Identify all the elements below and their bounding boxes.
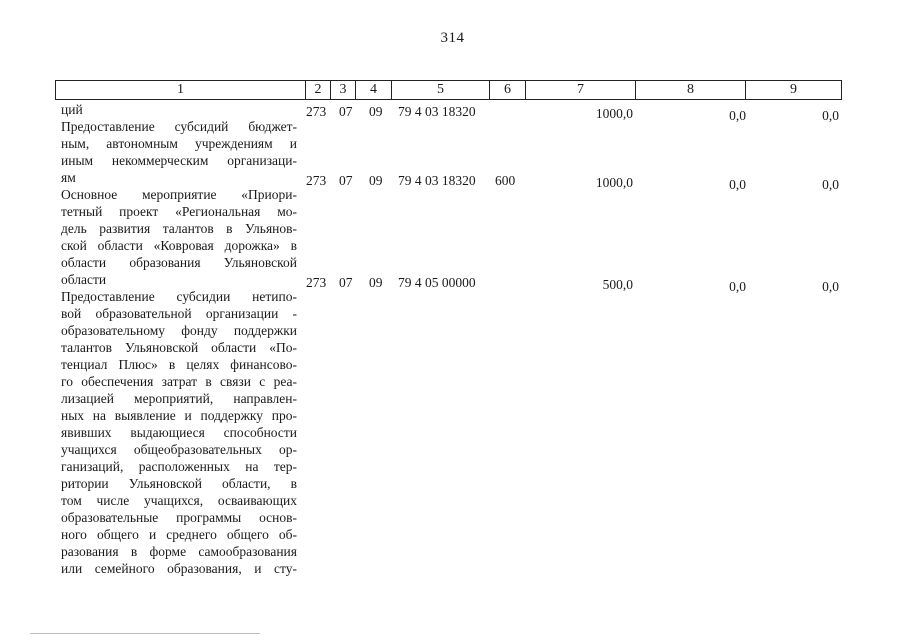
description-line: или семейного образования, и сту- xyxy=(61,561,297,576)
row-3-col-7: 500,0 xyxy=(602,277,633,292)
row-1-description xyxy=(61,101,297,186)
description-line: том числе учащихся, осваивающих xyxy=(61,493,297,508)
row-3-col-5: 79 4 05 00000 xyxy=(398,275,476,290)
description-line: области xyxy=(61,272,107,287)
description-line: го обеспечения затрат в связи с реа- xyxy=(61,374,297,389)
row-3-col-8: 0,0 xyxy=(729,279,746,294)
row-2-col-6: 600 xyxy=(495,173,516,188)
description-line: образовательные программы основ- xyxy=(61,510,297,525)
row-2-col-9: 0,0 xyxy=(822,177,839,192)
description-line: разования в форме самообразования xyxy=(61,544,297,559)
description-line: дель развития талантов в Ульянов- xyxy=(61,221,297,236)
row-1-col-5: 79 4 03 18320 xyxy=(398,104,476,119)
row-1-col-8: 0,0 xyxy=(729,108,746,123)
row-3-col-3: 07 xyxy=(339,275,353,290)
description-line: Предоставление субсидий бюджет- xyxy=(61,119,297,134)
row-1-col-3: 07 xyxy=(339,104,353,119)
description-line: ного общего и среднего общего об- xyxy=(61,527,297,542)
description-line: Основное мероприятие «Приори- xyxy=(61,187,297,202)
row-2-col-4: 09 xyxy=(369,173,383,188)
table-header xyxy=(55,80,842,100)
row-2-col-3: 07 xyxy=(339,173,353,188)
description-line: лизацией мероприятий, направлен- xyxy=(61,391,297,406)
row-3-col-2: 273 xyxy=(306,275,327,290)
row-3-col-9: 0,0 xyxy=(822,279,839,294)
description-line: тетный проект «Региональная мо- xyxy=(61,204,297,219)
description-line: талантов Ульяновской области «По- xyxy=(61,340,297,355)
row-1-col-2: 273 xyxy=(306,104,327,119)
description-line: Предоставление субсидии нетипо- xyxy=(61,289,297,304)
column-header-7: 7 xyxy=(526,81,636,99)
description-line: области образования Ульяновской xyxy=(61,255,297,270)
description-line: тенциал Плюс» в целях финансово- xyxy=(61,357,297,372)
column-header-6: 6 xyxy=(490,81,526,99)
row-3-col-4: 09 xyxy=(369,275,383,290)
column-header-1: 1 xyxy=(56,81,306,99)
row-1-col-9: 0,0 xyxy=(822,108,839,123)
row-1-col-4: 09 xyxy=(369,104,383,119)
column-header-4: 4 xyxy=(356,81,392,99)
description-line: вой образовательной организации - xyxy=(61,306,297,321)
row-2-description xyxy=(61,186,297,288)
row-2-col-5: 79 4 03 18320 xyxy=(398,173,476,188)
row-2-col-8: 0,0 xyxy=(729,177,746,192)
description-line: ям xyxy=(61,170,76,185)
description-line: ритории Ульяновской области, в xyxy=(61,476,297,491)
description-line: ганизаций, расположенных на тер- xyxy=(61,459,297,474)
column-header-5: 5 xyxy=(392,81,490,99)
row-3-description xyxy=(61,288,297,577)
description-line: явивших выдающиеся способности xyxy=(61,425,297,440)
description-line: учащихся общеобразовательных ор- xyxy=(61,442,297,457)
column-header-9: 9 xyxy=(790,82,797,97)
description-line: ным, автономным учреждениям и xyxy=(61,136,297,151)
description-line: ской области «Ковровая дорожка» в xyxy=(61,238,297,253)
page-number: 314 xyxy=(440,30,465,46)
description-line: иным некоммерческим организаци- xyxy=(61,153,297,168)
column-header-2: 2 xyxy=(306,81,331,99)
column-header-3: 3 xyxy=(331,81,356,99)
scan-artifact-line xyxy=(30,633,260,634)
description-line: ных на выявление и поддержку про- xyxy=(61,408,297,423)
column-header-8: 8 xyxy=(636,81,746,99)
row-1-col-7: 1000,0 xyxy=(595,106,633,121)
row-2-col-7: 1000,0 xyxy=(595,175,633,190)
description-line: ций xyxy=(61,102,83,117)
row-2-col-2: 273 xyxy=(306,173,327,188)
description-line: образовательному фонду поддержки xyxy=(61,323,297,338)
